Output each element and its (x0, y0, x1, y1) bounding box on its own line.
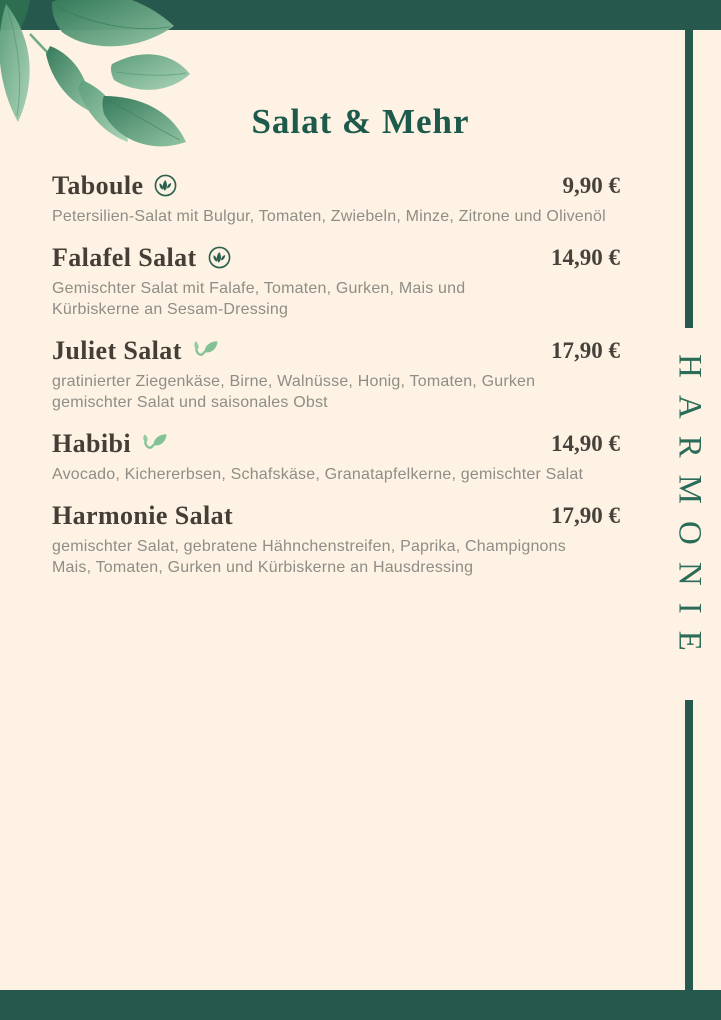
description-line: Mais, Tomaten, Gurken und Kürbiskerne an Hausdressing (52, 559, 474, 576)
description-line: gemischter Salat und saisonales Obst (52, 394, 328, 411)
menu-item-price: 14,90 € (551, 244, 620, 270)
description-line: Kürbiskerne an Sesam-Dressing (52, 301, 289, 318)
description-line: gemischter Salat, gebratene Hähnchenstreifen, Paprika, Champignons (52, 538, 566, 555)
bottom-border-bar (0, 990, 721, 1020)
menu-item (52, 500, 650, 578)
menu-item-price: 14,90 € (551, 430, 620, 456)
menu-item-price: 17,90 € (551, 502, 620, 528)
description-line: Avocado, Kichererbsen, Schafskäse, Granatapfelkerne, gemischter Salat (52, 466, 584, 483)
menu-item-name: Juliet Salat (52, 335, 182, 365)
menu-item-header (52, 242, 650, 273)
menu-item-name: Habibi (52, 428, 131, 458)
menu-item-name: Taboule (52, 170, 144, 200)
menu-item-name: Harmonie Salat (52, 500, 234, 530)
menu-item-header (52, 428, 650, 459)
menu-item (52, 335, 650, 413)
menu-item-description (52, 371, 650, 413)
menu-item-description (52, 536, 650, 578)
sprout-icon (193, 340, 220, 361)
menu-item-header (52, 500, 650, 531)
description-line: gratinierter Ziegenkäse, Birne, Walnüsse, Honig, Tomaten, Gurken (52, 373, 536, 390)
menu-item-description (52, 464, 650, 485)
menu-item-price: 17,90 € (551, 337, 620, 363)
sprout-icon (142, 433, 169, 454)
menu-item-name: Falafel Salat (52, 242, 197, 272)
harmonie-vertical-text: HARMONIE (671, 354, 708, 668)
menu-item-description (52, 278, 650, 320)
vertical-rule-bottom (685, 700, 693, 990)
vegan-badge-icon (208, 246, 231, 269)
description-line: Gemischter Salat mit Falafe, Tomaten, Gurken, Mais und (52, 280, 466, 297)
menu-item-price: 9,90 € (562, 172, 620, 198)
leaf-decoration (0, 0, 235, 215)
menu-item-list (52, 170, 650, 578)
menu-item (52, 428, 650, 485)
description-line: Petersilien-Salat mit Bulgur, Tomaten, Zwiebeln, Minze, Zitrone und Olivenöl (52, 208, 606, 225)
menu-item-header (52, 335, 650, 366)
page-title: Salat & Mehr (251, 102, 470, 141)
menu-item (52, 242, 650, 320)
